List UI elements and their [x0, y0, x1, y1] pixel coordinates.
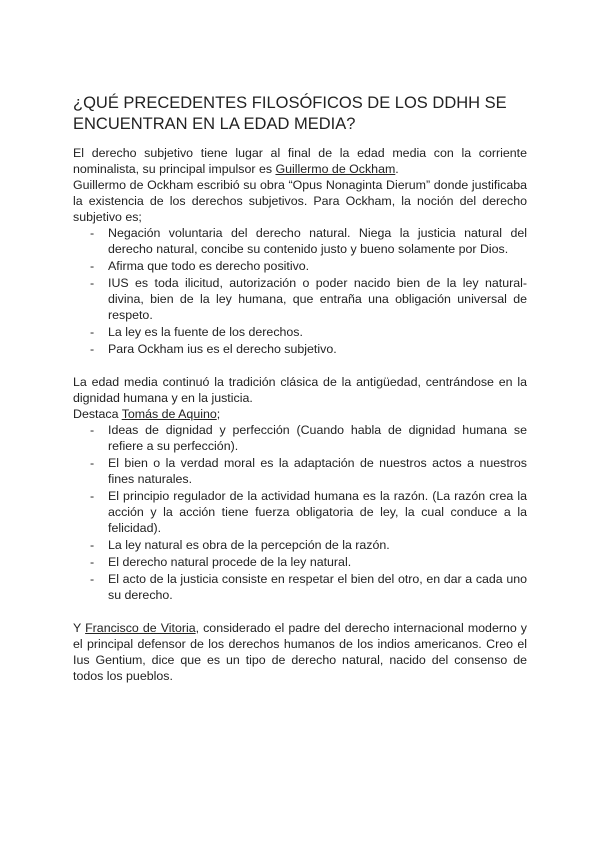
ockham-link: Guillermo de Ockham	[275, 162, 396, 176]
aquino-link: Tomás de Aquino	[121, 407, 217, 421]
vitoria-link: Francisco de Vitoria	[85, 621, 196, 635]
bullet-dash: -	[90, 423, 95, 437]
bullet-dash: -	[90, 456, 95, 470]
bullet-dash: -	[90, 572, 95, 586]
bullet-dash: -	[90, 555, 95, 569]
page-title: ¿QUÉ PRECEDENTES FILOSÓFICOS DE LOS DDHH SE ENCUENTRAN EN LA EDAD MEDIA?	[73, 94, 507, 133]
vitoria-paragraph: Y Francisco de Vitoria, considerado el padre del derecho internacional moderno y el principal defensor de los derechos humanos de los indios americanos. Creo el Ius Gentium, dice que es un tipo de derecho natural, nacido del consenso de todos los pueblos.	[73, 621, 528, 683]
list-item: - Para Ockham ius es el derecho subjetivo.	[90, 342, 337, 356]
bullet-dash: -	[90, 226, 95, 240]
list-item: - El acto de la justicia consiste en respetar el bien del otro, en dar a cada uno su derecho.	[90, 572, 527, 602]
spacer	[73, 358, 527, 374]
ockham-list	[73, 225, 527, 357]
bullet-dash: -	[90, 325, 95, 339]
intro-text: El derecho subjetivo tiene lugar al final de la edad media con la corriente nominalista, su principal impulsor es	[73, 146, 527, 176]
edad-media-paragraph: La edad media continuó la tradición clásica de la antigüedad, centrándose en la dignidad humana y en la justicia.	[73, 375, 527, 405]
intro-end: .	[395, 162, 399, 176]
list-item: - Negación voluntaria del derecho natural. Niega la justicia natural del derecho natural, concibe su contenido justo y bueno solamente por Dios.	[90, 226, 527, 256]
bullet-dash: -	[90, 489, 95, 503]
bullet-dash: -	[90, 259, 95, 273]
aquino-list	[73, 422, 527, 603]
list-item: - El derecho natural procede de la ley natural.	[90, 555, 352, 569]
list-item: - Afirma que todo es derecho positivo.	[90, 259, 310, 273]
intro-paragraph	[73, 145, 527, 177]
bullet-dash: -	[90, 276, 95, 290]
list-item: - IUS es toda ilicitud, autorización o poder nacido bien de la ley natural-divina, bien de la ley humana, que entraña una obligación universal de respeto.	[90, 276, 527, 322]
destaca-line: Destaca Tomás de Aquino;	[73, 407, 221, 421]
list-item: - Ideas de dignidad y perfección (Cuando habla de dignidad humana se refiere a su perfección).	[90, 423, 527, 453]
bullet-dash: -	[90, 538, 95, 552]
list-item: - La ley es la fuente de los derechos.	[90, 325, 303, 339]
list-item: - La ley natural es obra de la percepción de la razón.	[90, 538, 390, 552]
list-item: - El principio regulador de la actividad humana es la razón. (La razón crea la acción y la acción tiene fuerza obligatoria de ley, la cual conduce a la felicidad).	[90, 489, 527, 535]
ockham-paragraph: Guillermo de Ockham escribió su obra “Opus Nonaginta Dierum” donde justificaba la existencia de los derechos subjetivos. Para Ockham, la noción del derecho subjetivo es;	[73, 178, 527, 224]
spacer	[73, 604, 527, 620]
list-item: - El bien o la verdad moral es la adaptación de nuestros actos a nuestros fines naturales.	[90, 456, 527, 486]
bullet-dash: -	[90, 342, 95, 356]
